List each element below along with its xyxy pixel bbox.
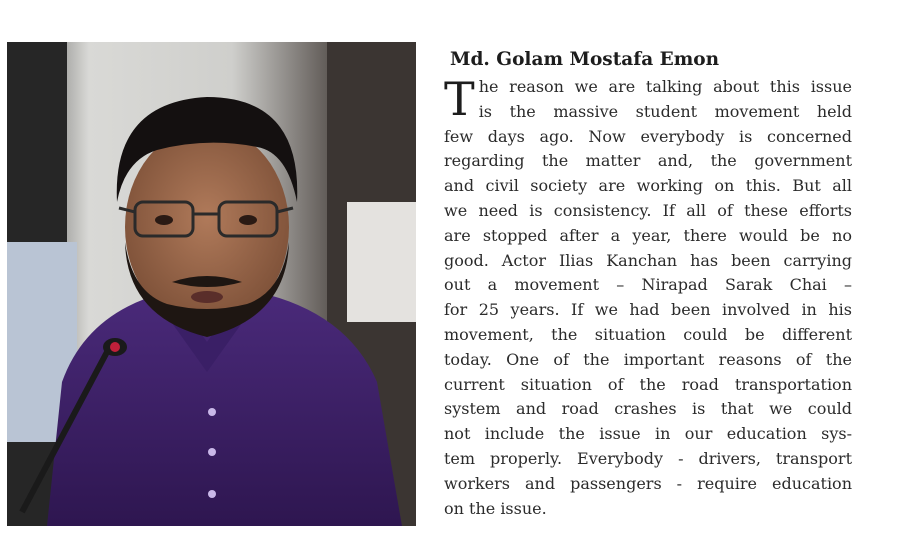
body-line: for 25 years. If we had been involved in his <box>444 300 852 320</box>
body-line: today. One of the important reasons of the <box>444 349 852 369</box>
body-line: not include the issue in our education sys- <box>444 424 852 444</box>
speaker-photo-illustration <box>7 42 416 526</box>
article-body <box>444 72 852 521</box>
body-line: is the massive student movement held <box>478 101 852 121</box>
body-line: and civil society are working on this. But all <box>444 176 852 196</box>
body-line: current situation of the road transportation <box>444 374 852 394</box>
body-line: are stopped after a year, there would be no <box>444 225 852 245</box>
body-line: we need is consistency. If all of these efforts <box>444 200 852 220</box>
body-line: few days ago. Now everybody is concerned <box>444 126 852 146</box>
body-line: workers and passengers - require education <box>444 473 852 493</box>
body-line: regarding the matter and, the government <box>444 151 852 171</box>
body-line: he reason we are talking about this issue <box>478 77 852 96</box>
drop-cap: T <box>444 72 475 126</box>
body-line: movement, the situation could be different <box>444 324 852 344</box>
article <box>444 48 852 521</box>
body-line: good. Actor Ilias Kanchan has been carrying <box>444 250 852 270</box>
body-line: out a movement – Nirapad Sarak Chai – <box>444 275 852 295</box>
byline: Md. Golam Mostafa Emon <box>450 49 720 70</box>
body-line: system and road crashes is that we could <box>444 399 852 419</box>
body-line-last: on the issue. <box>444 498 547 518</box>
speaker-photo <box>7 42 416 526</box>
body-line: tem properly. Everybody - drivers, transport <box>444 448 852 468</box>
